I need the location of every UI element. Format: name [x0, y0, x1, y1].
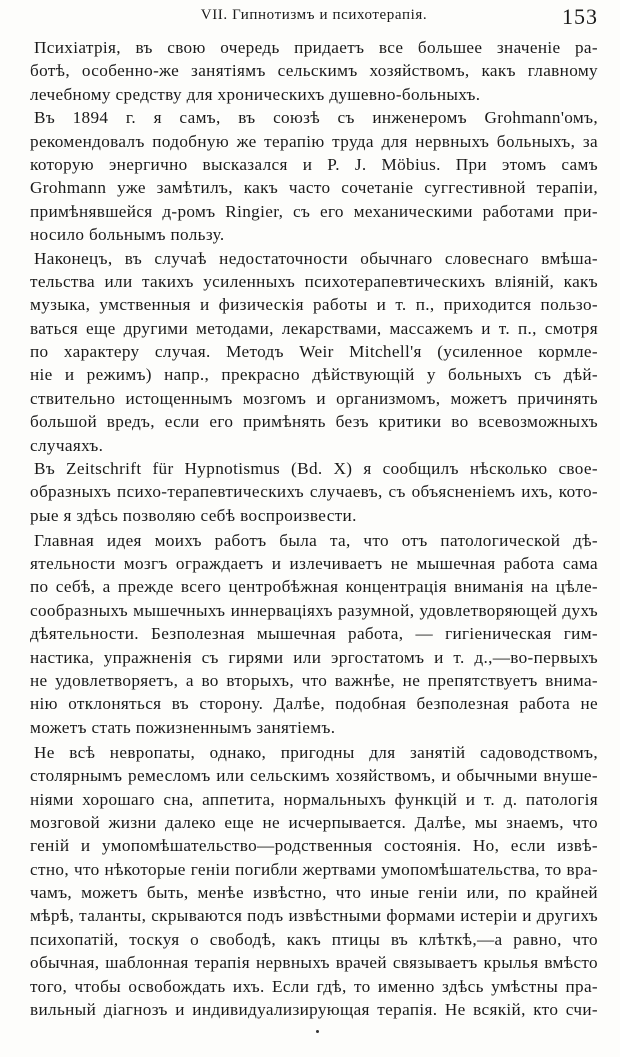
text-line: музыка, умственныя и физическія работы и т. п., приходится пользо- — [30, 295, 598, 315]
text-line: того, чтобы освобождать ихъ. Если гдѣ, то именно здѣсь умѣстны пра- — [30, 976, 598, 996]
text-line: столярнымъ ремесломъ или сельскимъ хозяйствомъ, и обычными внуше- — [30, 766, 598, 786]
text-line: Grohmann уже замѣтилъ, какъ часто сочетаніе суггестивной терапіи, — [30, 178, 598, 198]
text-line: рые я здѣсь позволяю себѣ воспроизвести. — [30, 505, 357, 525]
text-line: обычная, шаблонная терапія нервныхъ врачей связываетъ крылья вмѣсто — [30, 953, 598, 973]
page-number: 153 — [562, 4, 598, 29]
text-line: психопатій, тоскуя о свободѣ, какъ птицы въ клѣткѣ,—а равно, что — [30, 929, 598, 949]
text-line: стно, что нѣкоторые геніи погибли жертвами умопомѣшательства, то вра- — [30, 859, 598, 879]
text-line: большой вредъ, если его примѣнять безъ критики во всевозможныхъ — [30, 412, 598, 432]
text-line: которую энергично высказался и P. J. Möbius. При этомъ самъ — [30, 154, 598, 174]
text-line: Въ 1894 г. я самъ, въ союзѣ съ инженеромъ Grohmann'омъ, — [34, 108, 598, 128]
text-line: мозговой жизни далеко еще не исчерпывается. Далѣе, мы знаемъ, что — [30, 812, 598, 832]
page-header — [30, 4, 598, 34]
text-line: Не всѣ невропаты, однако, пригодны для занятій садоводствомъ, — [34, 742, 598, 762]
text-line: ніе и режимъ) напр., прекрасно дѣйствующій у больныхъ съ дѣй- — [30, 365, 598, 385]
text-line: ствительно истощеннымъ мозгомъ и организмомъ, можетъ причинять — [30, 388, 598, 408]
text-line: дѣятельности. Безполезная мышечная работа, — гигіеническая гим- — [30, 624, 598, 644]
text-line: по себѣ, а прежде всего центробѣжная концентрація вниманія на цѣле- — [30, 577, 598, 597]
text-line: сообразныхъ мышечныхъ иннервацiяхъ разумной, удовлетворяющей духъ — [30, 600, 598, 620]
running-head: VII. Гипнотизмъ и психотерапія. — [200, 7, 428, 23]
text-line: лечебному средству для хроническихъ душевно-больныхъ. — [30, 84, 481, 104]
text-line: примѣнявшейся д-ромъ Ringier, съ его механическими работами при- — [30, 201, 598, 221]
text-line: случаяхъ. — [30, 435, 104, 455]
text-line: нію отклоняться въ сторону. Далѣе, подобная безполезная работа не — [30, 694, 598, 714]
text-line: настика, упражненія съ гирями или эргостатомъ и т. д.,—во-первыхъ — [30, 647, 598, 667]
text-line: носило больнымъ пользу. — [30, 225, 225, 245]
text-line: ніями хорошаго сна, аппетита, нормальныхъ функцій и т. д. патологія — [30, 789, 598, 809]
text-line: мѣрѣ, таланты, скрываются подъ извѣстными формами истеріи и другихъ — [30, 906, 598, 926]
text-line: по характеру случая. Методъ Weir Mitchell'я (усиленное кормле- — [30, 342, 598, 362]
text-line: не удовлетворяетъ, а во вторыхъ, что важнѣе, не препятствуетъ внима- — [30, 671, 598, 691]
text-line: геній и умопомѣшательство—родственныя состоянія. Но, если извѣ- — [30, 836, 598, 856]
text-line: ботѣ, особенно-же занятіямъ сельскимъ хозяйствомъ, какъ главному — [30, 61, 598, 81]
text-line: чамъ, можетъ быть, менѣе извѣстно, что иные геніи или, по крайней — [30, 883, 598, 903]
text-line: ятельности мозгъ ограждаетъ и излечиваетъ не мышечная работа сама — [30, 554, 598, 574]
text-line: Въ Zeitschrift für Hypnotismus (Bd. X) я сообщилъ нѣсколько свое- — [34, 459, 598, 479]
text-line: вильный діагнозъ и индивидуализирующая терапія. Не всякій, кто счи- — [30, 1000, 598, 1020]
text-line: рекомендовалъ подобную же терапію труда для нервныхъ больныхъ, за — [30, 131, 598, 151]
text-line: тельства или такихъ усиленныхъ психотерапевтическихъ вліяній, какъ — [30, 271, 598, 291]
text-line: образныхъ психо-терапевтическихъ случаевъ, съ объясненіемъ ихъ, кото- — [30, 482, 598, 502]
text-line: Психіатрія, въ свою очередь придаетъ все большее значеніе ра- — [34, 38, 598, 57]
text-line: Наконецъ, въ случаѣ недостаточности обычнаго словеснаго вмѣша- — [34, 248, 598, 268]
text-line: ваться еще другими методами, лекарствами, массажемъ и т. п., смотря — [30, 318, 598, 338]
text-line: Главная идея моихъ работъ была та, что отъ патологической дѣ- — [34, 530, 598, 550]
text-line: можетъ стать пожизненнымъ занятіемъ. — [30, 717, 336, 737]
body-text — [30, 36, 598, 1021]
footer-mark — [316, 1030, 319, 1033]
